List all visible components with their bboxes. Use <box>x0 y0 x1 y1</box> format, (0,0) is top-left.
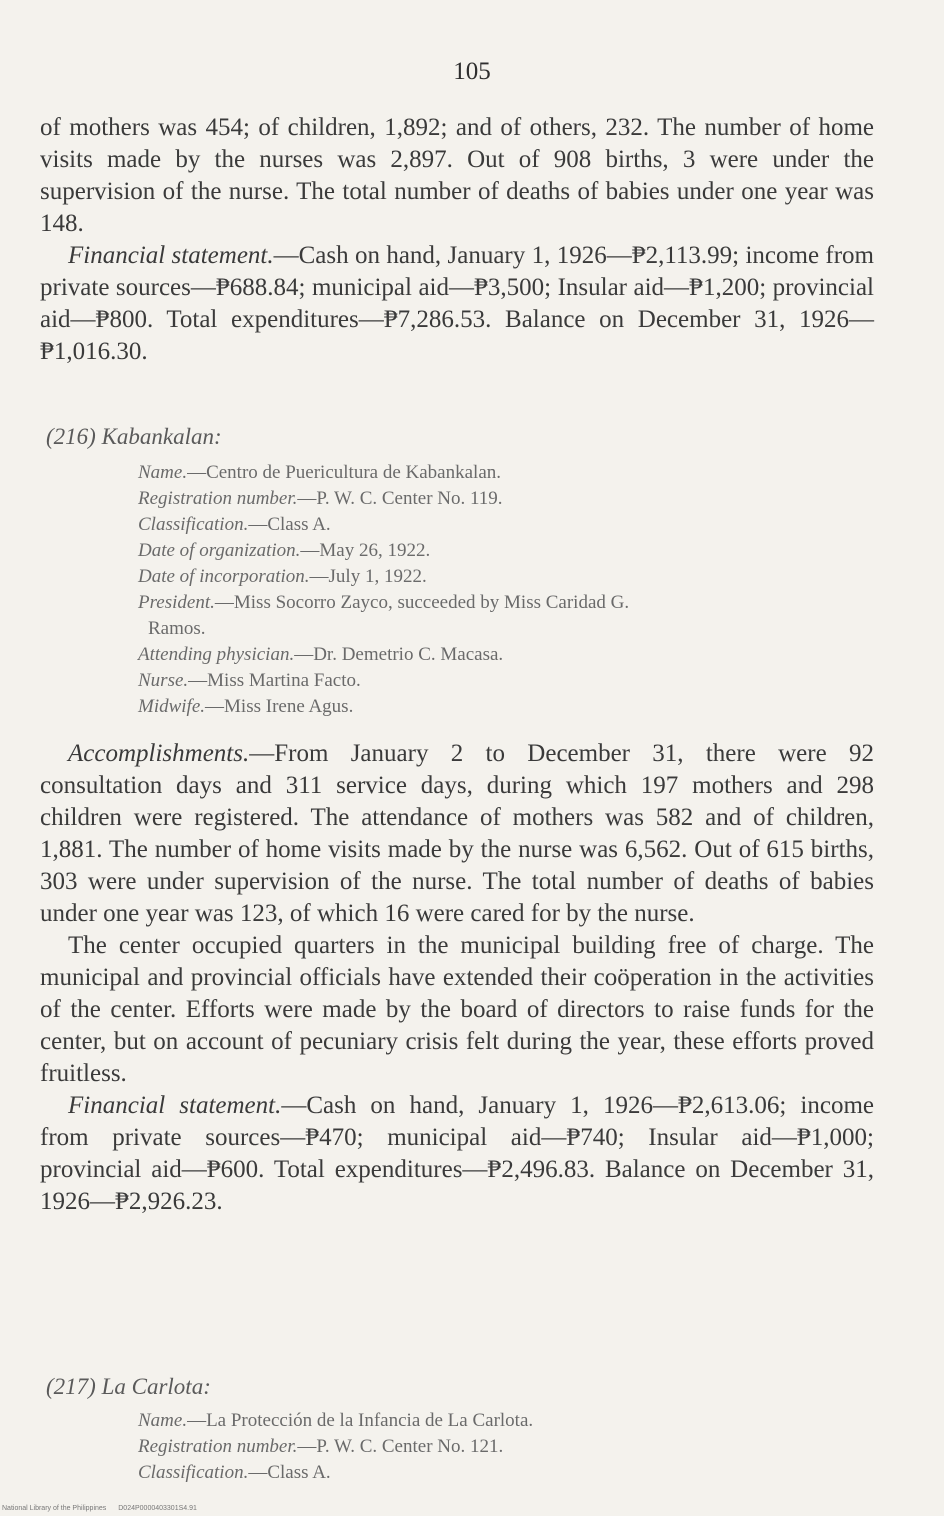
detail-midwife: Midwife.—Miss Irene Agus. <box>138 696 354 717</box>
detail-organization-date: Date of organization.—May 26, 1922. <box>138 540 431 561</box>
center-details-217 <box>138 1408 878 1486</box>
page-number: 105 <box>453 58 491 85</box>
detail-classification: Classification.—Class A. <box>138 1462 331 1483</box>
financial-statement-1 <box>40 240 874 368</box>
paragraph-statistics: of mothers was 454; of children, 1,892; and of others, 232. The number of home visits made by the nurses was 2,897. Out of 908 births, 3 were under the supervision of the nurse. The total number of deaths of babies under one year was 148. <box>40 114 874 237</box>
section-heading-216 <box>46 424 222 450</box>
detail-physician: Attending physician.—Dr. Demetrio C. Macasa. <box>138 644 504 665</box>
section-heading-217 <box>46 1374 211 1400</box>
detail-registration: Registration number.—P. W. C. Center No. 119. <box>138 488 503 509</box>
financial-statement-text: —Cash on hand, January 1, 1926—₱2,113.99; income from private sources—₱688.84; municipal aid—₱3,500; Insular aid—₱1,200; provincial aid—₱800. Total expenditures—₱7,286.53. Balance on December 31, 1926—₱1,016.30. <box>40 242 874 365</box>
detail-incorporation-date: Date of incorporation.—July 1, 1922. <box>138 566 427 587</box>
detail-classification: Classification.—Class A. <box>138 514 331 535</box>
accomplishments-text: —From January 2 to December 31, there were 92 consultation days and 311 service days, during which 197 mothers and 298 children were registered. The attendance of mothers was 582 and of children, 1,881. The number of home visits made by the nurse was 6,562. Out of 615 births, 303 were under supervision of the nurse. The total number of deaths of babies under one year was 123, of which 16 were cared for by the nurse. <box>40 740 874 927</box>
section-number: (216) <box>46 424 96 449</box>
section-title: La Carlota: <box>101 1374 211 1399</box>
detail-name: Name.—La Protección de la Infancia de La Carlota. <box>138 1410 534 1431</box>
section-number: (217) <box>46 1374 96 1399</box>
report-continuation <box>40 112 874 368</box>
accomplishments-paragraph <box>40 738 874 930</box>
financial-statement-label: Financial statement. <box>68 1092 282 1119</box>
financial-statement-text: —Cash on hand, January 1, 1926—₱2,613.06; income from private sources—₱470; municipal aid—₱740; Insular aid—₱1,000; provincial aid—₱600. Total expenditures—₱2,496.83. Balance on December 31, 1926—₱2,926.23. <box>40 1092 874 1215</box>
financial-statement-label: Financial statement. <box>68 242 274 269</box>
footer-code: D024P0000403301S4.91 <box>118 1505 197 1512</box>
detail-president-continued: Ramos. <box>148 618 206 639</box>
detail-president: President.—Miss Socorro Zayco, succeeded by Miss Caridad G. <box>138 592 630 613</box>
kabankalan-report <box>40 738 874 1218</box>
footer-library: National Library of the Philippines <box>2 1505 107 1512</box>
scan-footer <box>2 1505 207 1512</box>
paragraph-center-quarters: The center occupied quarters in the municipal building free of charge. The municipal and provincial officials have extended their coöperation in the activities of the center. Efforts were made by the board of directors to raise funds for the center, but on account of pecuniary crisis felt during the year, these efforts proved fruitless. <box>40 932 874 1087</box>
financial-statement-2 <box>40 1090 874 1218</box>
accomplishments-label: Accomplishments. <box>68 740 250 767</box>
detail-name: Name.—Centro de Puericultura de Kabankalan. <box>138 462 501 483</box>
section-title: Kabankalan: <box>101 424 222 449</box>
detail-nurse: Nurse.—Miss Martina Facto. <box>138 670 361 691</box>
center-details-216 <box>138 460 878 720</box>
detail-registration: Registration number.—P. W. C. Center No. 121. <box>138 1436 504 1457</box>
